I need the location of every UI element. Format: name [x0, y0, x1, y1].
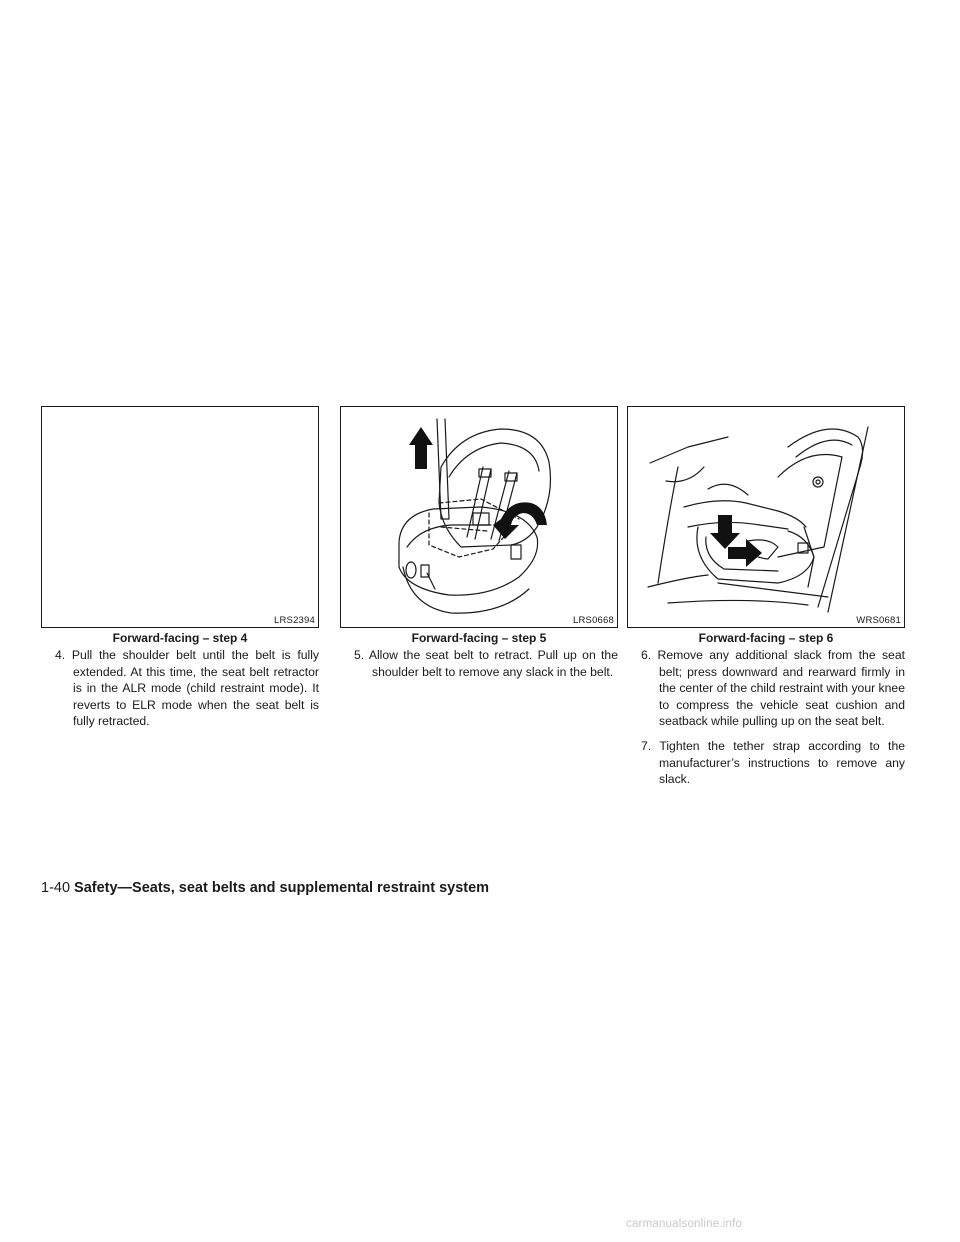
child-seat-press-down-illustration: [628, 407, 904, 627]
column-2: [340, 406, 618, 680]
step-text: Tighten the tether strap according to the manufacturer’s instructions to remove any slack.: [659, 738, 905, 787]
figure-step-6: [627, 406, 905, 628]
step-number: 7.: [641, 738, 652, 753]
step-number: 6.: [641, 648, 652, 662]
step-7: [627, 738, 905, 788]
column-3: [627, 406, 905, 788]
figure-caption: Forward-facing – step 5: [411, 631, 547, 645]
figure-step-4: [41, 406, 319, 628]
page-number: 1-40: [41, 880, 71, 896]
step-text: Remove any additional slack from the seat belt; press downward and rearward firmly in the center of the child restraint with your knee to compress the vehicle seat cushion and seatback while pulling up on the seat belt.: [657, 648, 905, 729]
step-number: 5.: [354, 648, 365, 662]
step-5: [340, 647, 618, 680]
figure-code: LRS0668: [572, 615, 614, 626]
step-6: [627, 647, 905, 730]
step-text: Allow the seat belt to retract. Pull up on the shoulder belt to remove any slack in the belt.: [368, 648, 618, 679]
figure-code: WRS0681: [856, 615, 901, 626]
step-number: 4.: [55, 648, 66, 662]
column-1: [41, 406, 319, 730]
figure-caption: Forward-facing – step 4: [112, 631, 248, 645]
figure-caption: Forward-facing – step 6: [698, 631, 834, 645]
watermark: carmanualsonline.info: [626, 1218, 743, 1230]
step-4: [41, 647, 319, 730]
page-footer: [41, 879, 489, 897]
child-seat-belt-pull-illustration: [341, 407, 617, 627]
section-title: Safety—Seats, seat belts and supplemental restraint system: [74, 880, 490, 896]
step-text: Pull the shoulder belt until the belt is fully extended. At this time, the seat belt retractor is in the ALR mode (child restraint mode). It reverts to ELR mode when the seat belt is fully retracted.: [71, 648, 319, 729]
figure-code: LRS2394: [273, 615, 315, 626]
figure-step-5: [340, 406, 618, 628]
